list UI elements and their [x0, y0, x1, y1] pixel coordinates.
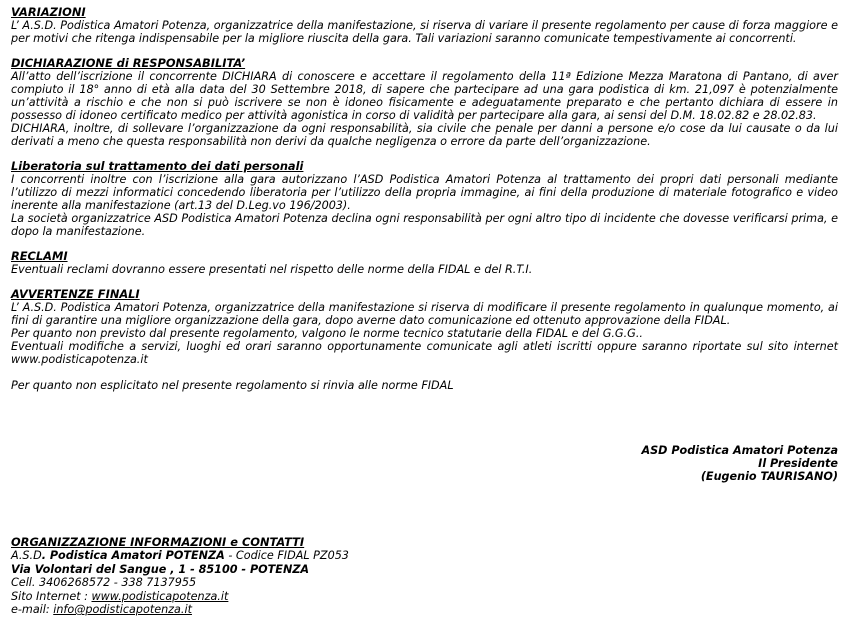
email-label: e-mail: [11, 603, 54, 616]
email-link[interactable]: info@podisticapotenza.it [53, 603, 192, 616]
site-link[interactable]: www.podisticapotenza.it [91, 589, 229, 603]
section-heading: DICHIARAZIONE di RESPONSABILITA’ [11, 56, 246, 70]
site-label: Sito Internet : [11, 589, 92, 603]
contacts-email-line [11, 603, 611, 617]
regulation-document [11, 6, 838, 392]
section-paragraph: Per quanto non previsto dal presente regolamento, valgono le norme tecnico statutarie della FIDAL e del G.G.G.. [11, 327, 643, 340]
section-dichiarazione [11, 57, 838, 148]
closing-note: Per quanto non esplicitato nel presente regolamento si rinvia alle norme FIDAL [11, 379, 454, 392]
section-paragraph: DICHIARA, inoltre, di sollevare l’organizzazione da ogni responsabilità, sia civile che penale per danni a persone e/o cose da lui causate o da lui derivati a meno che questa responsabilità non derivi da qualche negligenza o errore da parte dell’organizzazione. [11, 122, 838, 148]
section-heading: RECLAMI [11, 249, 68, 263]
org-prefix: A.S.D [11, 549, 42, 562]
contacts-org-line [11, 549, 611, 563]
contacts-block [11, 536, 611, 617]
contacts-site-line [11, 590, 611, 604]
contacts-address: Via Volontari del Sangue , 1 - 85100 - POTENZA [11, 562, 310, 576]
section-heading: VARIAZIONI [11, 5, 86, 19]
org-code: - Codice FIDAL PZ053 [224, 549, 349, 562]
section-heading: Liberatoria sul trattamento dei dati personali [11, 159, 304, 173]
section-heading: AVVERTENZE FINALI [11, 287, 140, 301]
section-paragraph: L’ A.S.D. Podistica Amatori Potenza, organizzatrice della manifestazione, si riserva di variare il presente regolamento per cause di forza maggiore e per motivi che ritenga indispensabile per la migliore riuscita della gara. Tali variazioni saranno comunicate tempestivamente ai concorrenti. [11, 19, 838, 45]
section-reclami [11, 250, 838, 276]
section-avvertenze [11, 288, 838, 366]
section-paragraph: Eventuali modifiche a servizi, luoghi ed orari saranno opportunamente comunicate agli atleti iscritti oppure saranno riportate sul sito internet www.podisticapotenza.it [11, 340, 838, 366]
signature-role: Il Presidente [758, 457, 838, 470]
section-paragraph: L’ A.S.D. Podistica Amatori Potenza, organizzatrice della manifestazione si riserva di modificare il presente regolamento in qualunque momento, ai fini di garantire una migliore organizzazione della gara, dopo averne dato comunicazione ed ottenuto approvazione della FIDAL. [11, 301, 838, 327]
signature-name: (Eugenio TAURISANO) [700, 470, 838, 483]
section-paragraph: All’atto dell’iscrizione il concorrente DICHIARA di conoscere e accettare il regolamento della 11ª Edizione Mezza Maratona di Pantano, di aver compiuto il 18° anno di età alla data del 30 Settembre 2018, di sapere che partecipare ad una gara podistica di km. 21,097 è potenzialmente un’attività a rischio e che non si può iscrivere se non è idoneo fisicamente e adeguatamente preparato e che pertanto dichiara di essere in possesso di idoneo certificato medico per attività agonistica in corso di validità per partecipare alla gara, ai sensi del D.M. 18.02.82 e 28.02.83. [11, 70, 838, 122]
org-name: . Podistica Amatori POTENZA [41, 549, 225, 562]
contacts-heading: ORGANIZZAZIONE INFORMAZIONI e CONTATTI [11, 535, 305, 549]
section-paragraph: I concorrenti inoltre con l’iscrizione alla gara autorizzano l’ASD Podistica Amatori Potenza al trattamento dei propri dati personali mediante l’utilizzo di mezzi informatici concedendo liberatoria per l’utilizzo della propria immagine, ai fini della produzione di materiale fotografico e video inerente alla manifestazione (art.13 del D.Leg.vo 196/2003). [11, 173, 838, 212]
section-paragraph: La società organizzatrice ASD Podistica Amatori Potenza declina ogni responsabilità per ogni altro tipo di incidente che dovesse verificarsi prima, e dopo la manifestazione. [11, 212, 838, 238]
section-paragraph: Eventuali reclami dovranno essere presentati nel rispetto delle norme della FIDAL e del R.T.I. [11, 263, 533, 276]
section-variazioni [11, 6, 838, 45]
signature-org: ASD Podistica Amatori Potenza [641, 444, 838, 457]
signature-block [641, 444, 838, 483]
section-liberatoria [11, 160, 838, 238]
contacts-phones: Cell. 3406268572 - 338 7137955 [11, 576, 197, 589]
